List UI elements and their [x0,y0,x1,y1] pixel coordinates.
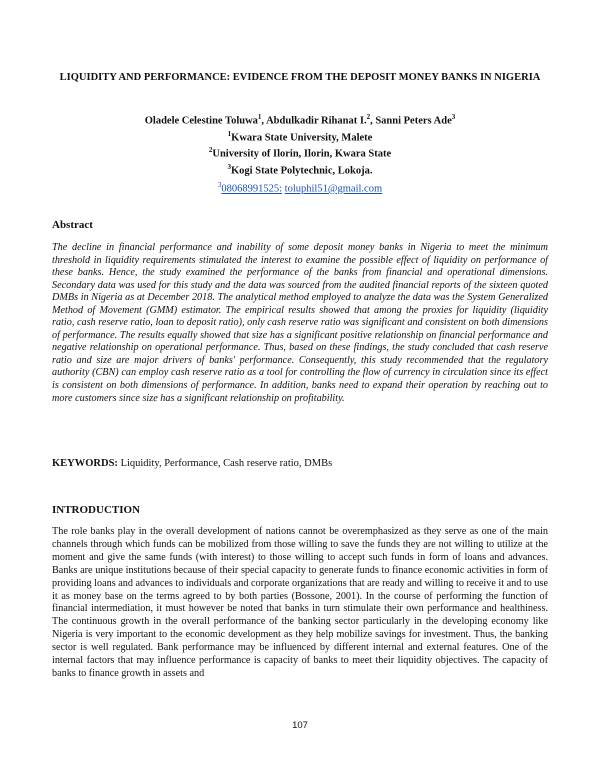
keywords-label: KEYWORDS: [52,458,118,469]
keywords-text: Liquidity, Performance, Cash reserve ratio, DMBs [120,458,333,469]
author-name: Oladele Celestine Toluwa [144,115,258,127]
author-name: Sanni Peters Ade [375,115,452,127]
email-link[interactable]: toluphil51@gmail.com [284,183,383,195]
affiliation: $^2$University of Ilorin, Ilorin, Kwara State [208,146,392,160]
abstract-text: The decline in financial performance and inability of some deposit money banks in Nigeria to meet the minimum threshold in liquidity requirements stimulated the interest to examine the possible effect of liquidity on performance of these banks. Hence, the study examined the performance of the banks from financial and operational dimensions. Secondary data was used for this study and the data was sourced from the audited financial reports of the sixteen quoted DMBs in Nigeria as at December 2018. The analytical method employed to analyze the data was the System Generalized Method of Movement (GMM) estimator. The empirical results showed that among the proxies for liquidity (liquidity ratio, cash reserve ratio, loan to deposit ratio), only cash reserve ratio was significant and consistent on both dimensions of performance. The results equally showed that size has a significant positive relationship on financial performance and negative relationship on operational performance. Thus, based on these findings, the study concluded that cash reserve ratio and size are major drivers of banks' performance. Consequently, this study recommended that the regulatory authority (CBN) can employ cash reserve ratio as a tool for controlling the flow of currency in circulation since its effect is consistent on both dimensions of performance. In addition, banks need to expand their operation by reaching out to more customers since size has a significant relationship on profitability. [52,242,548,404]
contact-sup: 3 [217,181,222,189]
page-number: 107 [292,720,308,731]
affiliation: $^3$Kogi State Polytechnic, Lokoja. [227,162,373,176]
author-block [52,111,548,177]
introduction-text: The role banks play in the overall development of nations cannot be overemphasized as they serve as one of the main channels through which funds can be mobilized from those willing to save the funds they are not willing to utilize at the moment and give the same funds (with interest) to those willing to accept such funds in form of loans and advances. Banks are unique institutions because of their special capacity to generate funds to finance economic activities in form of providing loans and advances to individuals and corporate organizations that are ready and willing to receive it and to use it as money base on the terms agreed to by both parties (Bossone, 2001). In the course of performing the function of financial intermediation, it must however be noted that banks in turn stimulate their own performance and healthiness. The continuous growth in the overall performance of the banking sector particularly in the developing economy like Nigeria is very important to the economic development as they help mobilize savings for investment. Thus, the banking sector is well regulated. Bank performance may be influenced by different internal and external features. One of the internal factors that may influence performance is capacity of banks to meet their liquidity objectives. The capacity of banks to finance growth in assets and [52,526,548,679]
affiliation: $^1$Kwara State University, Malete [227,129,373,143]
author-name: Abdulkadir Rihanat I. [266,115,367,127]
keywords-line [52,458,548,469]
introduction-heading: INTRODUCTION [52,504,141,516]
contact-line [52,179,548,196]
author-line: Oladele Celestine Toluwa$^1$, Abdulkadir Rihanat I.$^2$, Sanni Peters Ade$^3$ [144,113,456,127]
abstract-heading: Abstract [52,219,93,231]
paper-title: LIQUIDITY AND PERFORMANCE: EVIDENCE FROM THE DEPOSIT MONEY BANKS IN NIGERIA [59,72,541,83]
author-sup: 3 [451,113,456,121]
phone-link[interactable]: 08068991525: [221,183,283,195]
author-sup: 1 [257,113,262,121]
author-sup: 2 [366,113,371,121]
